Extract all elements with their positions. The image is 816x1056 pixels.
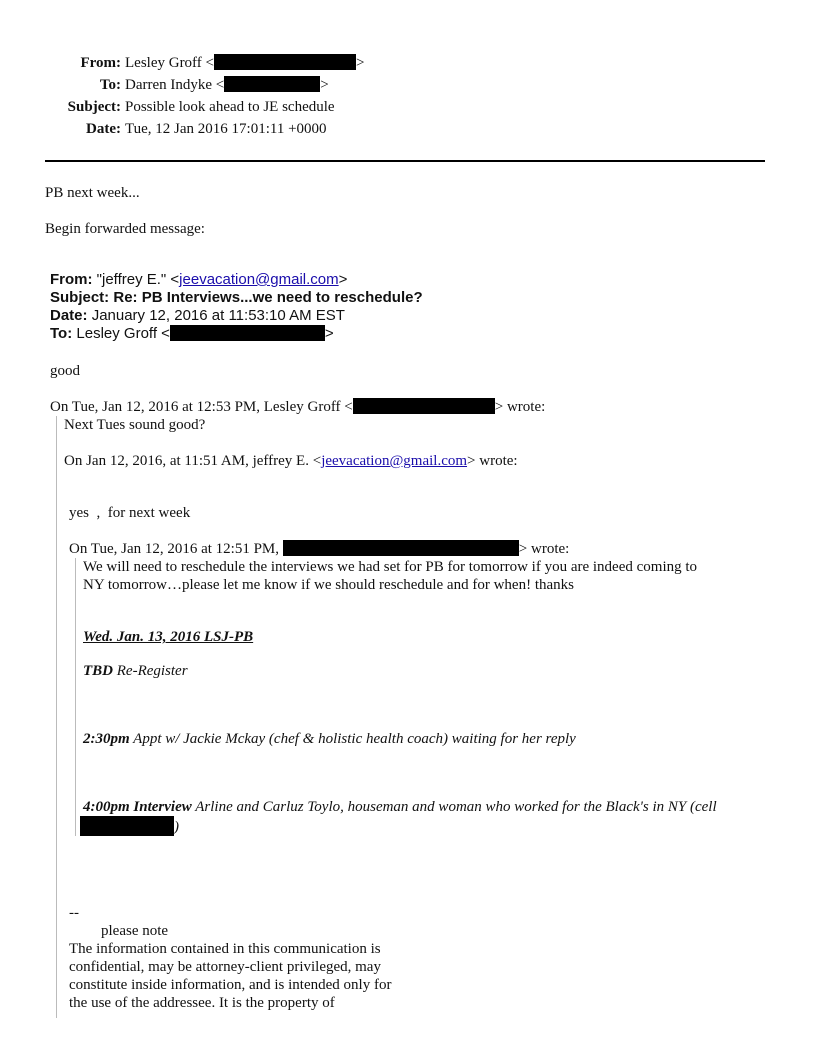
quote2-email-link[interactable]: jeevacation@gmail.com — [321, 453, 468, 469]
forwarded-to-row — [50, 325, 334, 343]
forwarded-to-label: To: — [50, 325, 73, 342]
quote3-line2: NY tomorrow…please let me know if we should reschedule and for when! thanks — [83, 577, 574, 593]
schedule-item-230-time: 2:30pm — [83, 731, 130, 747]
header-divider — [45, 160, 765, 162]
schedule-item-400-close: ) — [174, 819, 179, 835]
header-to-label: To: — [99, 77, 121, 93]
schedule-item-230 — [83, 730, 576, 748]
signature-dashes: -- — [69, 905, 79, 921]
schedule-item-230-text: Appt w/ Jackie Mckay (chef & holistic health coach) waiting for her reply — [129, 731, 576, 747]
signature-para-line3: constitute inside information, and is intended only for — [69, 977, 392, 993]
header-to-row — [0, 76, 329, 94]
forwarded-to-prefix: Lesley Groff < — [76, 325, 170, 342]
forwarded-subject-value: Re: PB Interviews...we need to reschedule? — [113, 289, 423, 306]
signature-para-line1: The information contained in this communication is — [69, 941, 381, 957]
redaction-box — [283, 540, 519, 556]
quote3-intro — [69, 540, 569, 558]
header-subject-row — [0, 98, 335, 116]
reply-good: good — [50, 363, 80, 379]
forwarded-subject-row — [50, 289, 423, 307]
schedule-item-400-time: 4:00pm Interview — [83, 799, 192, 815]
body-line-pb: PB next week... — [45, 185, 140, 201]
quote1-intro — [50, 398, 545, 416]
quote3-intro-suffix: > wrote: — [518, 541, 570, 557]
forwarded-from-suffix: > — [338, 271, 348, 288]
forwarded-date-label: Date: — [50, 307, 88, 324]
forwarded-subject-label: Subject: — [50, 289, 110, 306]
header-subject-value: Possible look ahead to JE schedule — [125, 99, 335, 115]
forwarded-from-prefix: "jeffrey E." < — [96, 271, 180, 288]
header-to-name: Darren Indyke < — [125, 77, 225, 93]
header-from-row — [0, 54, 364, 72]
quote3-intro-prefix: On Tue, Jan 12, 2016 at 12:51 PM, — [69, 541, 280, 557]
forwarded-from-email-link[interactable]: jeevacation@gmail.com — [179, 271, 339, 288]
quote1-bar — [56, 416, 57, 1018]
forwarded-to-suffix: > — [324, 325, 334, 342]
quote2-intro — [64, 452, 518, 470]
redaction-box — [224, 76, 320, 92]
redaction-box — [214, 54, 356, 70]
quote3-line1: We will need to reschedule the interviews we had set for PB for tomorrow if you are indeed coming to — [83, 559, 698, 575]
schedule-item-tbd-text: Re-Register — [113, 663, 188, 679]
schedule-date-heading: Wed. Jan. 13, 2016 LSJ-PB — [83, 629, 254, 645]
quote1-text: Next Tues sound good? — [64, 417, 206, 433]
header-subject-label: Subject: — [67, 99, 121, 115]
header-from-value — [121, 54, 364, 72]
header-date-label: Date: — [86, 121, 121, 137]
header-to-close: > — [320, 77, 329, 93]
redaction-box — [80, 816, 174, 836]
forwarded-from-row — [50, 271, 347, 289]
forwarded-date-value: January 12, 2016 at 11:53:10 AM EST — [91, 307, 345, 324]
header-date-value: Tue, 12 Jan 2016 17:01:11 +0000 — [125, 121, 327, 137]
header-from-label: From: — [80, 55, 121, 71]
body-line-forwarded: Begin forwarded message: — [45, 221, 205, 237]
quote2-intro-suffix: > wrote: — [467, 453, 518, 469]
quote2-intro-prefix: On Jan 12, 2016, at 11:51 AM, jeffrey E. < — [64, 453, 322, 469]
quote2-text: yes , for next week — [69, 505, 191, 521]
forwarded-date-row — [50, 307, 345, 325]
quote1-intro-suffix: > wrote: — [494, 399, 546, 415]
forwarded-from-label: From: — [50, 271, 93, 288]
header-date-row — [0, 120, 327, 138]
redaction-box — [170, 325, 325, 341]
schedule-item-400 — [83, 798, 717, 816]
quote1-intro-prefix: On Tue, Jan 12, 2016 at 12:53 PM, Lesley Groff < — [50, 399, 353, 415]
schedule-item-tbd-time: TBD — [83, 663, 113, 679]
header-from-close: > — [356, 55, 365, 71]
header-from-name: Lesley Groff < — [125, 55, 214, 71]
signature-note: please note — [101, 923, 169, 939]
redaction-box — [353, 398, 495, 414]
schedule-item-400-text: Arline and Carluz Toylo, houseman and woman who worked for the Black's in NY (cell — [191, 799, 717, 815]
quote3-bar — [75, 558, 76, 836]
signature-para-line2: confidential, may be attorney-client privileged, may — [69, 959, 381, 975]
schedule-item-tbd — [83, 662, 188, 680]
signature-para-line4: the use of the addressee. It is the property of — [69, 995, 335, 1011]
schedule-item-400-cont — [80, 816, 179, 836]
header-to-value — [121, 76, 329, 94]
